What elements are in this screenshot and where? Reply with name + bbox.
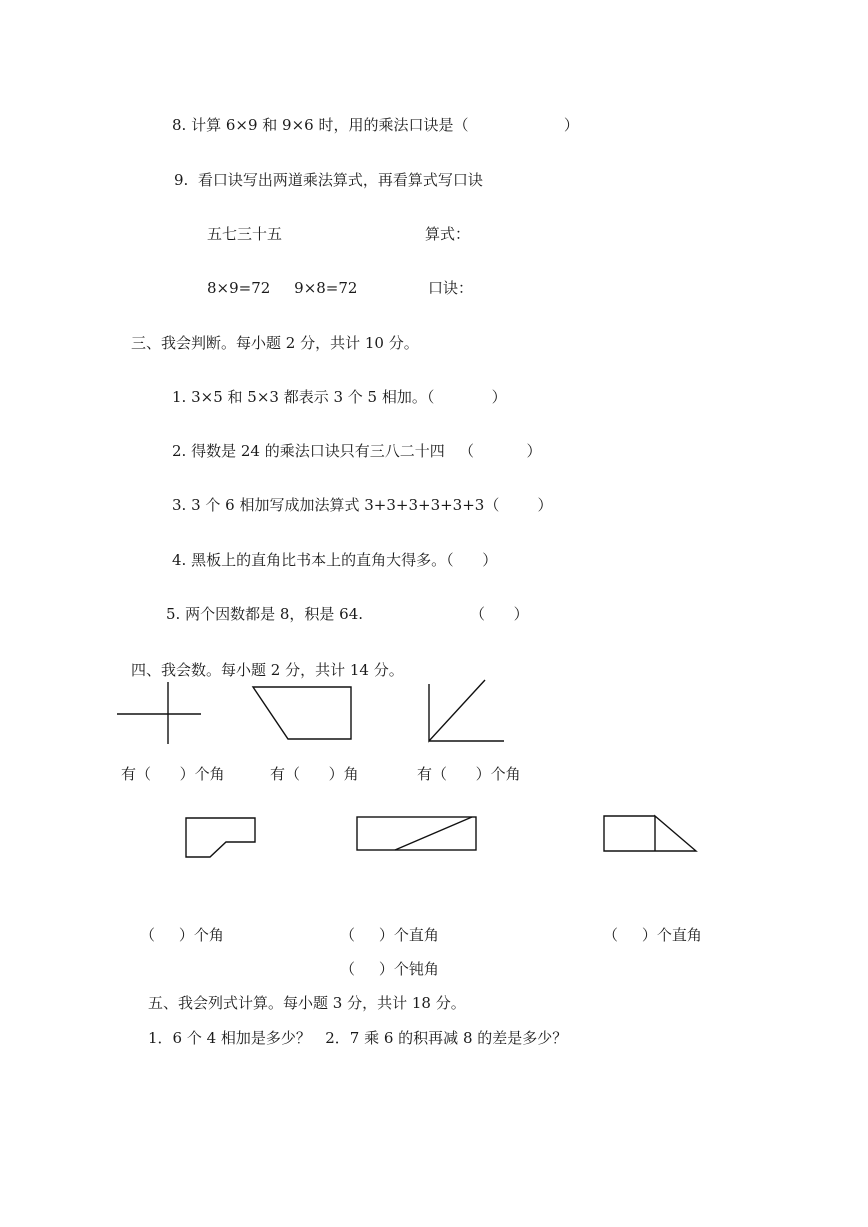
judge-item-5: 5. 两个因数都是 8，积是 64. bbox=[166, 605, 364, 623]
question-9: 9. 看口诀写出两道乘法算式，再看算式写口诀 bbox=[174, 171, 483, 189]
figure-cross bbox=[117, 682, 203, 746]
figure-angle bbox=[426, 676, 506, 744]
section-3-heading: 三、我会判断。每小题 2 分，共计 10 分。 bbox=[131, 334, 419, 352]
count-answer-6: （ ）个直角 bbox=[603, 926, 702, 944]
judge-item-4: 4. 黑板上的直角比书本上的直角大得多。（ ） bbox=[172, 551, 498, 569]
count-answer-4: （ ）个角 bbox=[140, 926, 224, 944]
question-9-rhyme: 五七三十五 bbox=[207, 225, 283, 243]
judge-item-3: 3. 3 个 6 相加写成加法算式 3+3+3+3+3+3（ ） bbox=[172, 496, 553, 514]
section-5-heading: 五、我会列式计算。每小题 3 分，共计 18 分。 bbox=[148, 994, 466, 1012]
figure-trapezoid bbox=[250, 684, 354, 742]
judge-item-5-blank: （ ） bbox=[470, 605, 529, 623]
question-9-rhyme-label: 口诀： bbox=[428, 279, 474, 297]
count-answer-3: 有（ ）个角 bbox=[417, 765, 521, 783]
section-4-heading: 四、我会数。每小题 2 分，共计 14 分。 bbox=[131, 661, 404, 679]
judge-item-1: 1. 3×5 和 5×3 都表示 3 个 5 相加。（ ） bbox=[172, 388, 507, 406]
question-9-formulas: 8×9=72 9×8=72 bbox=[207, 279, 358, 297]
figure-square-triangle bbox=[602, 813, 698, 855]
figure-rectangle-diagonal bbox=[355, 815, 479, 853]
question-8: 8. 计算 6×9 和 9×6 时，用的乘法口诀是（ ） bbox=[172, 116, 579, 134]
count-answer-1: 有（ ）个角 bbox=[121, 765, 225, 783]
count-answer-7: （ ）个钝角 bbox=[340, 960, 439, 978]
section-5-questions: 1．6 个 4 相加是多少？ 2．7 乘 6 的积再减 8 的差是多少？ bbox=[148, 1029, 568, 1047]
judge-item-2: 2. 得数是 24 的乘法口诀只有三八二十四 （ ） bbox=[172, 442, 542, 460]
figure-cut-rectangle bbox=[184, 816, 258, 860]
question-9-formula-label: 算式： bbox=[425, 225, 471, 243]
count-answer-5: （ ）个直角 bbox=[340, 926, 439, 944]
count-answer-2: 有（ ）角 bbox=[270, 765, 359, 783]
